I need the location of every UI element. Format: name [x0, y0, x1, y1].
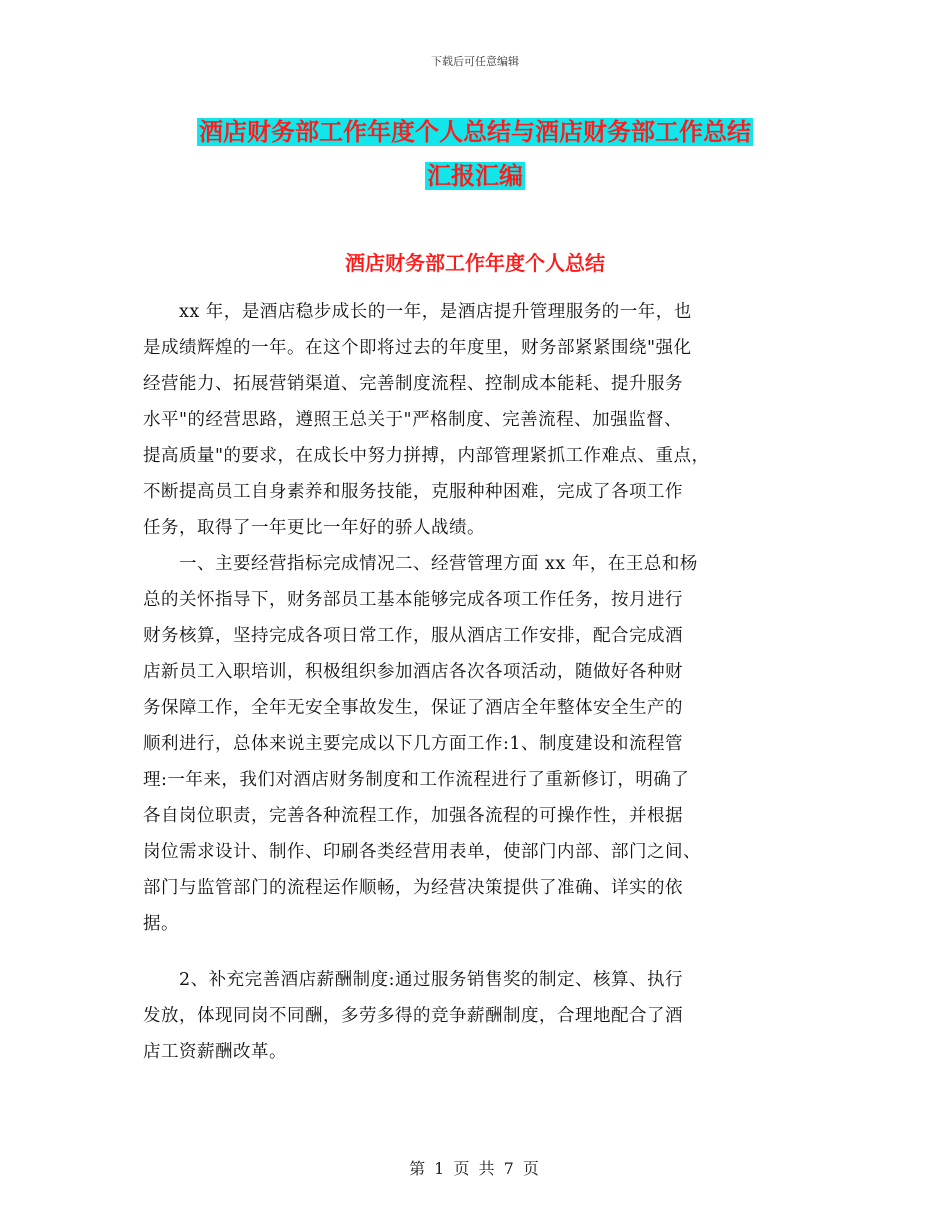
- text-line: 理:一年来，我们对酒店财务制度和工作流程进行了重新修订，明确了: [143, 770, 690, 790]
- text-line: 据。: [143, 914, 179, 934]
- text-line: 总的关怀指导下，财务部员工基本能够完成各项工作任务，按月进行: [143, 590, 683, 610]
- text-line: 各自岗位职责，完善各种流程工作，加强各流程的可操作性，并根据: [143, 806, 683, 826]
- text-line: 顺利进行，总体来说主要完成以下几方面工作:1、制度建设和流程管: [143, 734, 684, 754]
- text-line: 务保障工作，全年无安全事故发生，保证了酒店全年整体安全生产的: [143, 698, 683, 718]
- text-line: 发放，体现同岗不同酬，多劳多得的竞争薪酬制度，合理地配合了酒: [143, 1006, 683, 1026]
- text-line: 提高质量"的要求，在成长中努力拼搏，内部管理紧抓工作难点、重点，: [143, 446, 710, 466]
- text-line: 财务核算，坚持完成各项日常工作，服从酒店工作安排，配合完成酒: [143, 626, 683, 646]
- document-title: [0, 110, 950, 198]
- text-line: 经营能力、拓展营销渠道、完善制度流程、控制成本能耗、提升服务: [143, 374, 683, 394]
- paragraph-2: [143, 546, 809, 942]
- text-line: 2、补充完善酒店薪酬制度:通过服务销售奖的制定、核算、执行: [143, 970, 684, 990]
- text-line: 是成绩辉煌的一年。在这个即将过去的年度里，财务部紧紧围绕"强化: [143, 338, 692, 358]
- title-line-1: 酒店财务部工作年度个人总结与酒店财务部工作总结: [199, 118, 751, 146]
- section-title: 酒店财务部工作年度个人总结: [345, 251, 605, 275]
- paragraph-1: [143, 294, 809, 546]
- text-line: 任务，取得了一年更比一年好的骄人战绩。: [143, 518, 485, 538]
- text-line: 部门与监管部门的流程运作顺畅，为经营决策提供了准确、详实的依: [143, 878, 683, 898]
- paragraph-3: [143, 962, 809, 1070]
- text-line: 一、主要经营指标完成情况二、经营管理方面 xx 年，在王总和杨: [143, 554, 698, 574]
- text-line: 不断提高员工自身素养和服务技能，克服种种困难，完成了各项工作: [143, 482, 683, 502]
- header-note: 下载后可任意编辑: [431, 55, 519, 68]
- text-line: 岗位需求设计、制作、印刷各类经营用表单，使部门内部、部门之间、: [143, 842, 701, 862]
- text-line: xx 年，是酒店稳步成长的一年，是酒店提升管理服务的一年，也: [143, 302, 692, 322]
- page-footer: 第 1 页 共 7 页: [409, 1159, 541, 1178]
- text-line: 店工资薪酬改革。: [143, 1042, 287, 1062]
- text-line: 水平"的经营思路，遵照王总关于"严格制度、完善流程、加强监督、: [143, 410, 683, 430]
- text-line: 店新员工入职培训，积极组织参加酒店各次各项活动，随做好各种财: [143, 662, 683, 682]
- title-line-2: 汇报汇编: [427, 162, 523, 190]
- document-body: [143, 294, 809, 1070]
